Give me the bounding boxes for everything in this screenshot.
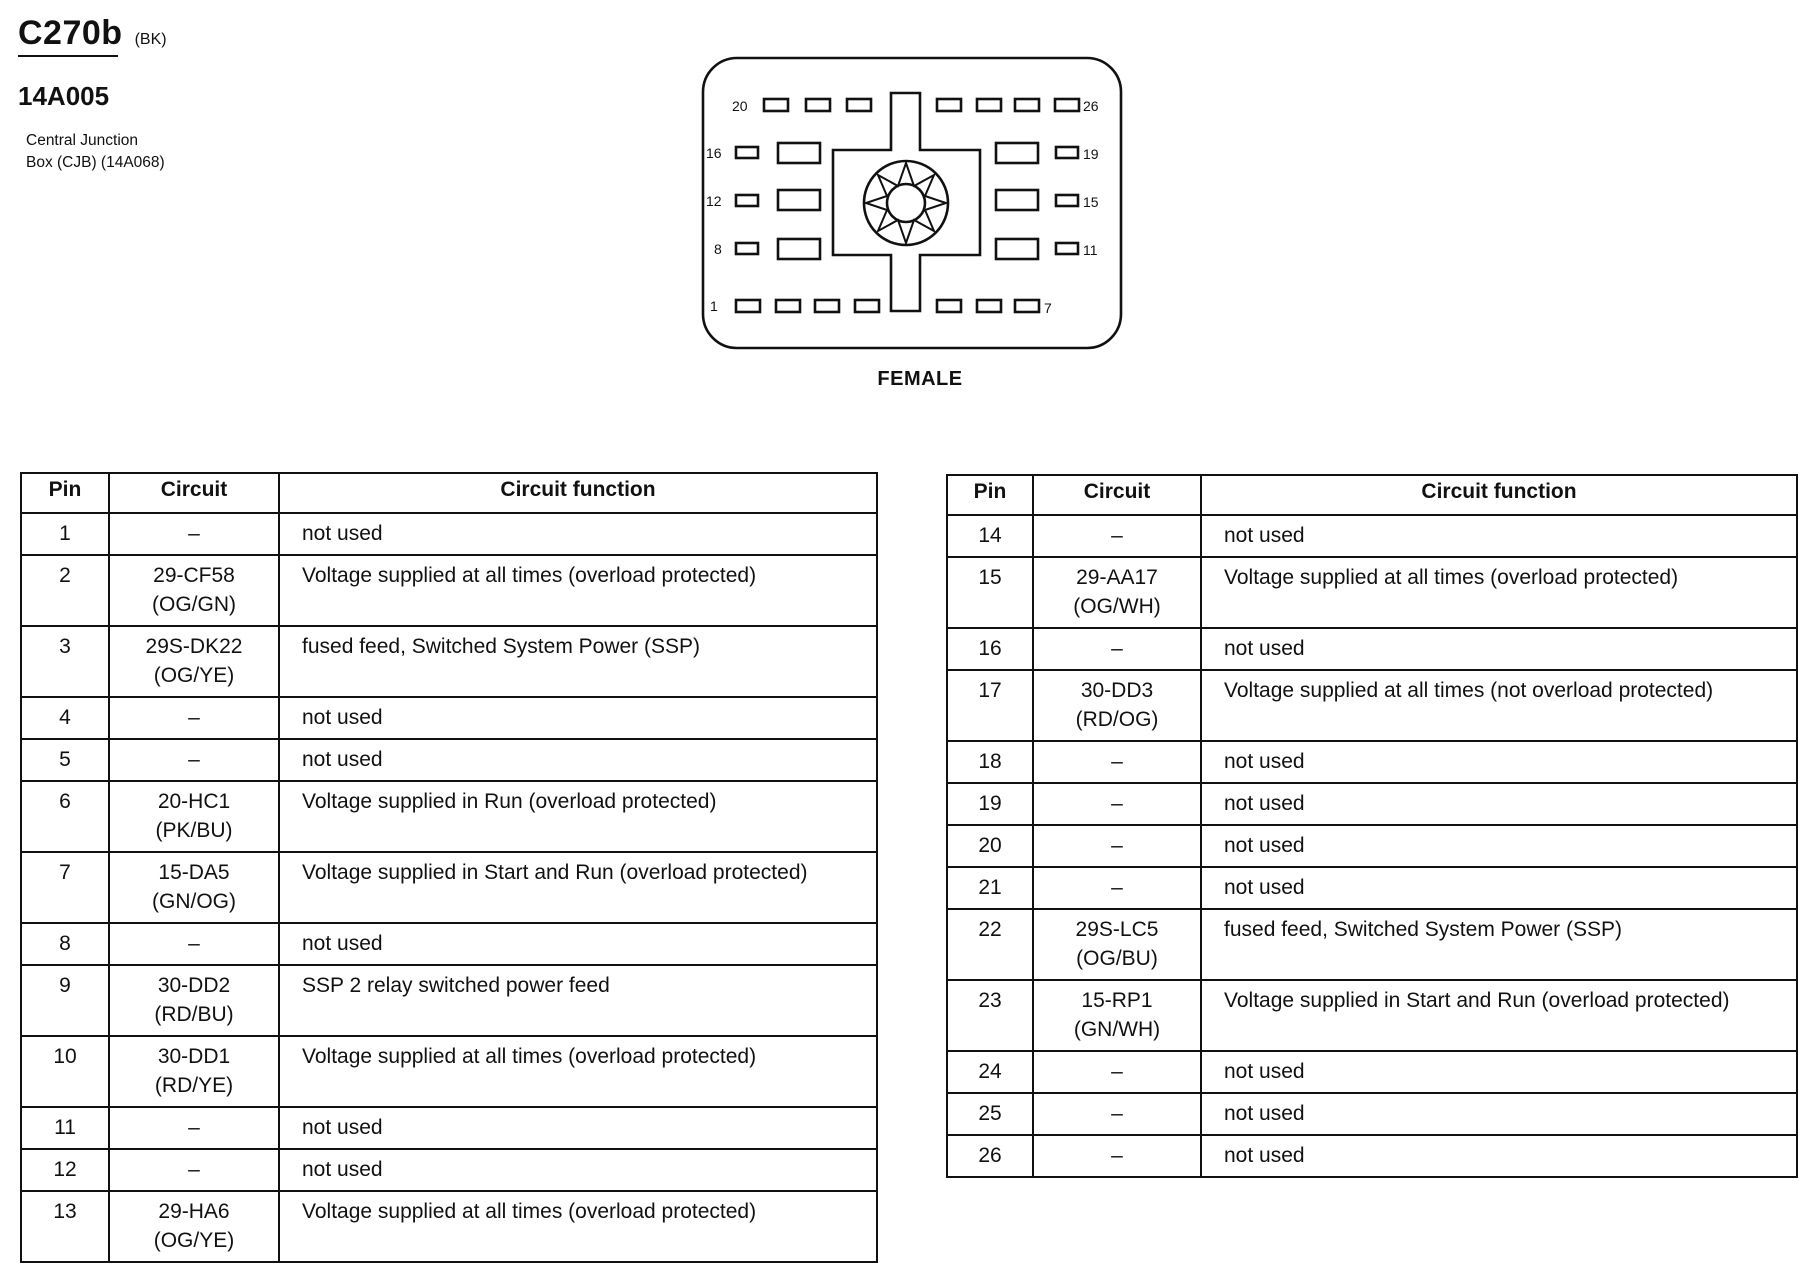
- circuit-cell: [109, 1107, 279, 1149]
- pin-number-cell: 22: [947, 909, 1033, 980]
- circuit-cell: [109, 852, 279, 923]
- connector-header: [18, 14, 167, 174]
- circuit-function-cell: not used: [279, 739, 877, 781]
- pin-number-cell: 13: [21, 1191, 109, 1262]
- pin-number-cell: 1: [21, 513, 109, 555]
- table-row: [947, 909, 1797, 980]
- pin-number-cell: 8: [21, 923, 109, 965]
- circuit-cell: [109, 1191, 279, 1262]
- wire-color: (PK/BU): [155, 819, 233, 842]
- connector-face-diagram: [700, 55, 1140, 360]
- circuit-function-cell: fused feed, Switched System Power (SSP): [279, 626, 877, 697]
- connector-color: (BK): [134, 31, 167, 48]
- column-header-circuit: Circuit: [109, 473, 279, 513]
- wire-color: (OG/YE): [153, 664, 235, 687]
- table-row: [21, 781, 877, 852]
- table-row: [947, 515, 1797, 557]
- pin-number-cell: 20: [947, 825, 1033, 867]
- wire-color: (RD/BU): [154, 1003, 234, 1026]
- circuit-function-cell: Voltage supplied at all times (overload protected): [1201, 557, 1797, 628]
- circuit-function-cell: not used: [1201, 867, 1797, 909]
- circuit-cell: [109, 697, 279, 739]
- circuit-cell: [109, 781, 279, 852]
- circuit-id: –: [1111, 637, 1123, 660]
- pin-number-cell: 21: [947, 867, 1033, 909]
- table-row: [21, 1191, 877, 1262]
- pin-label: 15: [1083, 194, 1099, 210]
- circuit-id: –: [188, 1116, 200, 1139]
- connector-description: Central Junction Box (CJB) (14A068): [26, 132, 165, 171]
- circuit-cell: [1033, 1093, 1201, 1135]
- connector-outline: [703, 58, 1121, 348]
- circuit-id: –: [1111, 524, 1123, 547]
- pin-number-cell: 12: [21, 1149, 109, 1191]
- pin-number-cell: 19: [947, 783, 1033, 825]
- table-row: [947, 980, 1797, 1051]
- circuit-cell: [1033, 1051, 1201, 1093]
- table-row: [947, 825, 1797, 867]
- connector-gender-caption: FEMALE: [877, 368, 963, 390]
- circuit-id: 29-CF58: [153, 564, 235, 587]
- circuit-id: 29-HA6: [158, 1200, 230, 1223]
- pin-number-cell: 4: [21, 697, 109, 739]
- wire-color: (OG/YE): [153, 1229, 235, 1252]
- table-row: [947, 1093, 1797, 1135]
- table-row: [21, 697, 877, 739]
- table-row: [947, 557, 1797, 628]
- center-key: [833, 93, 980, 311]
- circuit-cell: [1033, 783, 1201, 825]
- pin-number-cell: 7: [21, 852, 109, 923]
- circuit-id: –: [1111, 876, 1123, 899]
- circuit-function-cell: SSP 2 relay switched power feed: [279, 965, 877, 1036]
- title-underline: [18, 55, 118, 57]
- table-row: [947, 1135, 1797, 1177]
- table-row: [21, 739, 877, 781]
- circuit-id: –: [1111, 1144, 1123, 1167]
- circuit-cell: [1033, 557, 1201, 628]
- circuit-cell: [109, 1149, 279, 1191]
- circuit-id: –: [188, 706, 200, 729]
- table-row: [21, 626, 877, 697]
- circuit-function-cell: Voltage supplied at all times (overload protected): [279, 555, 877, 626]
- circuit-cell: [109, 1036, 279, 1107]
- circuit-id: –: [188, 522, 200, 545]
- table-row: [21, 923, 877, 965]
- circuit-function-cell: not used: [279, 1107, 877, 1149]
- circuit-id: –: [1111, 792, 1123, 815]
- pin-number-cell: 25: [947, 1093, 1033, 1135]
- connector-title: [18, 14, 167, 53]
- wire-color: (RD/OG): [1075, 708, 1159, 731]
- circuit-id: –: [188, 748, 200, 771]
- table-header-row: [947, 475, 1797, 515]
- circuit-function-cell: not used: [279, 1149, 877, 1191]
- circuit-function-cell: Voltage supplied in Start and Run (overload protected): [1201, 980, 1797, 1051]
- circuit-cell: [109, 513, 279, 555]
- circuit-id: –: [188, 1158, 200, 1181]
- circuit-function-cell: not used: [1201, 825, 1797, 867]
- pin-number-cell: 10: [21, 1036, 109, 1107]
- table-row: [21, 852, 877, 923]
- circuit-id: 30-DD2: [157, 974, 231, 997]
- table-row: [21, 555, 877, 626]
- pin-label: 20: [732, 98, 748, 114]
- circuit-cell: [109, 555, 279, 626]
- circuit-id: 20-HC1: [157, 790, 231, 813]
- circuit-function-cell: not used: [279, 923, 877, 965]
- circuit-cell: [1033, 515, 1201, 557]
- table-row: [21, 1036, 877, 1107]
- wire-color: (RD/YE): [154, 1074, 234, 1097]
- table-row: [947, 741, 1797, 783]
- part-number: 14A005: [18, 81, 110, 111]
- circuit-function-cell: not used: [1201, 1093, 1797, 1135]
- column-header-function: Circuit function: [279, 473, 877, 513]
- circuit-function-cell: fused feed, Switched System Power (SSP): [1201, 909, 1797, 980]
- pin-number-cell: 15: [947, 557, 1033, 628]
- circuit-function-cell: not used: [1201, 628, 1797, 670]
- circuit-id: 15-RP1: [1081, 989, 1153, 1012]
- circuit-cell: [1033, 670, 1201, 741]
- pin-label: 1: [710, 298, 718, 314]
- circuit-id: –: [1111, 750, 1123, 773]
- table-row: [21, 965, 877, 1036]
- circuit-function-cell: not used: [279, 513, 877, 555]
- circuit-id: 29S-LC5: [1075, 918, 1159, 941]
- table-row: [21, 1107, 877, 1149]
- circuit-id: –: [1111, 834, 1123, 857]
- table-row: [947, 783, 1797, 825]
- circuit-cell: [1033, 628, 1201, 670]
- pin-number-cell: 2: [21, 555, 109, 626]
- table-row: [947, 670, 1797, 741]
- circuit-id: 29S-DK22: [145, 635, 243, 658]
- star-icon: [866, 163, 946, 243]
- pin-label: 8: [714, 241, 722, 257]
- pin-number-cell: 3: [21, 626, 109, 697]
- circuit-cell: [109, 626, 279, 697]
- circuit-id: –: [1111, 1102, 1123, 1125]
- circuit-cell: [1033, 1135, 1201, 1177]
- pin-number-cell: 23: [947, 980, 1033, 1051]
- circuit-function-cell: Voltage supplied at all times (not overload protected): [1201, 670, 1797, 741]
- circuit-id: –: [188, 932, 200, 955]
- circuit-id: 15-DA5: [158, 861, 230, 884]
- circuit-function-cell: Voltage supplied at all times (overload protected): [279, 1036, 877, 1107]
- table-row: [947, 628, 1797, 670]
- circuit-id: –: [1111, 1060, 1123, 1083]
- wire-color: (GN/WH): [1073, 1018, 1161, 1041]
- table-row: [21, 1149, 877, 1191]
- column-header-pin: Pin: [947, 475, 1033, 515]
- circuit-function-cell: not used: [1201, 783, 1797, 825]
- pin-number-cell: 17: [947, 670, 1033, 741]
- wire-color: (OG/WH): [1073, 595, 1161, 618]
- table-header-row: [21, 473, 877, 513]
- circuit-function-cell: not used: [1201, 1051, 1797, 1093]
- circuit-cell: [1033, 909, 1201, 980]
- pin-number-cell: 11: [21, 1107, 109, 1149]
- column-header-pin: Pin: [21, 473, 109, 513]
- pin-table-right: [946, 474, 1798, 1178]
- circuit-cell: [1033, 867, 1201, 909]
- wire-color: (OG/BU): [1076, 947, 1158, 970]
- circuit-function-cell: not used: [1201, 515, 1797, 557]
- circuit-function-cell: Voltage supplied at all times (overload protected): [279, 1191, 877, 1262]
- circuit-id: 30-DD1: [157, 1045, 231, 1068]
- circuit-id: 30-DD3: [1080, 679, 1154, 702]
- pin-table-left: [20, 472, 878, 1263]
- table-row: [947, 1051, 1797, 1093]
- pin-label: 7: [1044, 300, 1052, 316]
- column-header-function: Circuit function: [1201, 475, 1797, 515]
- pin-number-cell: 9: [21, 965, 109, 1036]
- pin-number-cell: 26: [947, 1135, 1033, 1177]
- pin-number-cell: 6: [21, 781, 109, 852]
- circuit-function-cell: not used: [1201, 741, 1797, 783]
- pin-number-cell: 16: [947, 628, 1033, 670]
- circuit-function-cell: not used: [1201, 1135, 1797, 1177]
- circuit-cell: [1033, 980, 1201, 1051]
- circuit-function-cell: not used: [279, 697, 877, 739]
- circuit-cell: [109, 923, 279, 965]
- column-header-circuit: Circuit: [1033, 475, 1201, 515]
- table-row: [21, 513, 877, 555]
- pin-label: 12: [706, 193, 722, 209]
- circuit-function-cell: Voltage supplied in Start and Run (overload protected): [279, 852, 877, 923]
- circuit-cell: [1033, 825, 1201, 867]
- circuit-cell: [1033, 741, 1201, 783]
- pin-number-cell: 14: [947, 515, 1033, 557]
- pin-label: 26: [1083, 98, 1099, 114]
- circuit-cell: [109, 739, 279, 781]
- wire-color: (OG/GN): [152, 593, 236, 616]
- pin-label: 11: [1083, 242, 1098, 258]
- pin-number-cell: 18: [947, 741, 1033, 783]
- pin-label: 16: [706, 145, 722, 161]
- pin-number-cell: 24: [947, 1051, 1033, 1093]
- table-row: [947, 867, 1797, 909]
- circuit-cell: [109, 965, 279, 1036]
- wire-color: (GN/OG): [152, 890, 236, 913]
- connector-code: C270b: [18, 14, 123, 52]
- circuit-function-cell: Voltage supplied in Run (overload protected): [279, 781, 877, 852]
- pin-number-cell: 5: [21, 739, 109, 781]
- pin-label: 19: [1083, 146, 1099, 162]
- circuit-id: 29-AA17: [1076, 566, 1158, 589]
